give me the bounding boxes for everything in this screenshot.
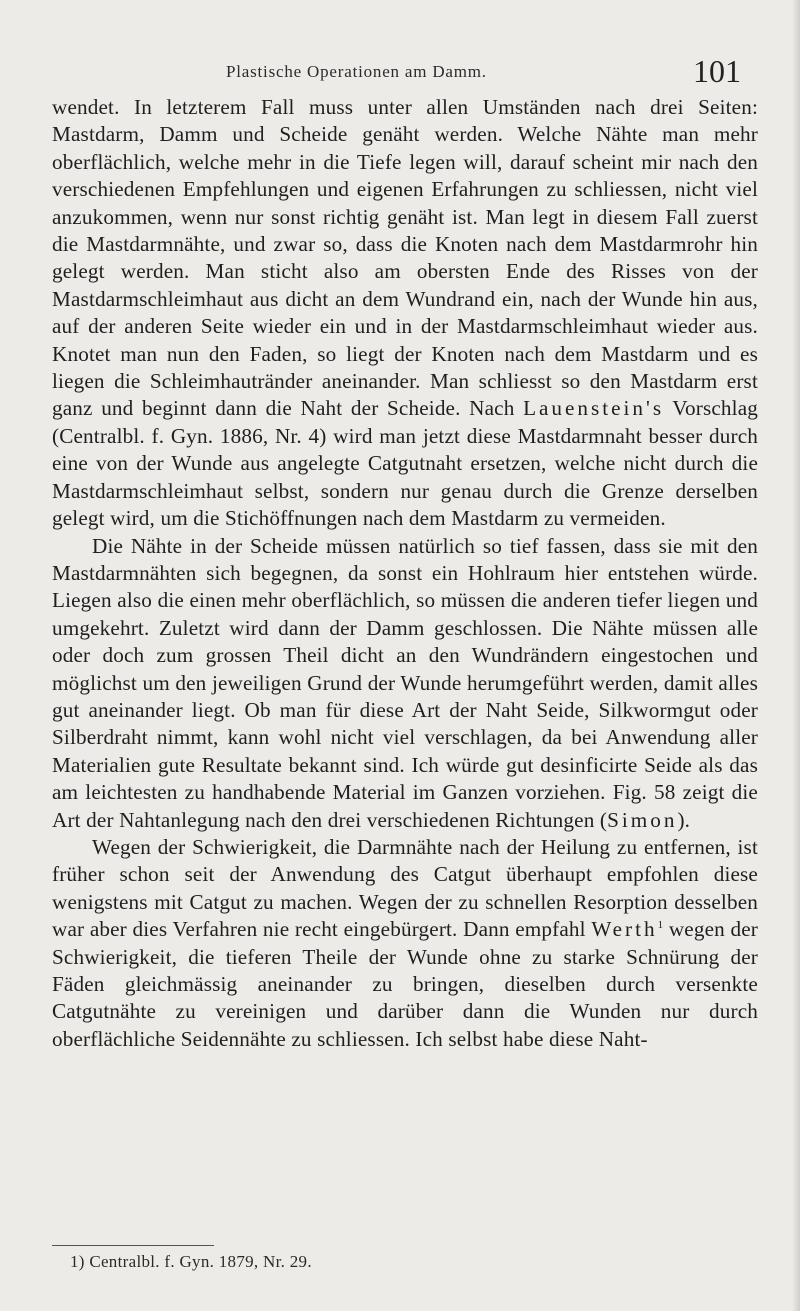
- paragraph-1-text-continued: Vorschlag (Centralbl. f. Gyn. 1886, Nr. 4) wird man jetzt diese Mastdarmnaht besser durch eine von der Wunde aus angelegte Catgutnaht ersetzen, welche nicht durch die Mastdarmschleimhaut selbst, sondern nur genau durch die Grenze derselben gelegt wird, um die Stichöffnungen nach dem Mastdarm zu vermeiden.: [52, 396, 758, 531]
- footnote-divider: [52, 1245, 214, 1246]
- paragraph-2: [52, 533, 758, 834]
- footnote-reference: 1: [657, 919, 664, 932]
- paragraph-3-text-continued: wegen der Schwierigkeit, die tieferen Theile der Wunde ohne zu starke Schnürung der Fäden gleichmässig aneinander zu bringen, dieselben durch versenkte Catgutnähte zu vereinigen und darüber dann die Wunden nur durch oberflächliche Seidennähte zu schliessen. Ich selbst habe diese Naht-: [52, 917, 758, 1051]
- author-name-simon: Simon: [607, 807, 678, 832]
- paragraph-3-text: Wegen der Schwierigkeit, die Darmnähte nach der Heilung zu entfernen, ist früher schon seit der Anwendung des Catgut überhaupt empfohlen diese wenigstens mit Catgut zu machen. Wegen der zu schnellen Resorption desselben war aber dies Verfahren nie recht eingebürgert. Dann empfahl: [52, 834, 758, 942]
- page-edge-shadow: [792, 0, 800, 1311]
- page-header: [0, 52, 800, 92]
- paragraph-1: [52, 94, 758, 533]
- author-name-werth: Werth: [591, 917, 658, 942]
- paragraph-2-text: Die Nähte in der Scheide müssen natürlich so tief fassen, dass sie mit den Mastdarmnähten sich begegnen, da sonst ein Hohlraum hier entstehen würde. Liegen also die einen mehr oberflächlich, so müssen die anderen tiefer liegen und umgekehrt. Zuletzt wird dann der Damm geschlossen. Die Nähte müssen alle oder doch zum grossen Theil dicht an den Wundrändern eingestochen und möglichst um den jeweiligen Grund der Wunde herumgeführt werden, damit alles gut aneinander liegt. Ob man für diese Art der Naht Seide, Silkwormgut oder Silberdraht nimmt, kann wohl nicht viel verschlagen, da bei Anwendung aller Materialien gute Resultate bekannt sind. Ich würde gut desinficirte Seide als das am leichtesten zu handhabende Material im Ganzen vorziehen. Fig. 58 zeigt die Art der Nahtanlegung nach den drei verschiedenen Richtungen (: [52, 533, 758, 832]
- body-text: [52, 94, 758, 1053]
- page-number: 101: [693, 53, 741, 89]
- paragraph-2-text-end: ).: [677, 807, 691, 832]
- paragraph-1-text: wendet. In letzterem Fall muss unter allen Umständen nach drei Seiten: Mastdarm, Damm und Scheide genäht werden. Welche Nähte man mehr oberflächlich, welche mehr in die Tiefe legen will, darauf scheint mir nach den verschiedenen Empfehlungen und eigenen Erfahrungen zu schliessen, nicht viel anzukommen, wenn nur sonst richtig genäht ist. Man legt in diesem Fall zuerst die Mastdarmnähte, und zwar so, dass die Knoten nach dem Mastdarmrohr hin gelegt werden. Man sticht also am obersten Ende des Risses von der Mastdarmschleimhaut aus dicht an dem Wundrand ein, nach der Wunde hin aus, auf der anderen Seite wieder ein und in der Mastdarmschleimhaut wieder aus. Knotet man nun den Faden, so liegt der Knoten nach dem Mastdarm und es liegen die Schleimhautränder aneinander. Man schliesst so den Mastdarm erst ganz und beginnt dann die Naht der Scheide. Nach: [52, 95, 758, 421]
- footnote-marker: 1): [70, 1252, 85, 1271]
- paragraph-3: [52, 834, 758, 1053]
- running-head: Plastische Operationen am Damm.: [226, 62, 487, 81]
- footnote-text: Centralbl. f. Gyn. 1879, Nr. 29.: [89, 1252, 312, 1271]
- author-name-lauenstein: Lauenstein's: [523, 396, 665, 421]
- footnote: [70, 1252, 312, 1272]
